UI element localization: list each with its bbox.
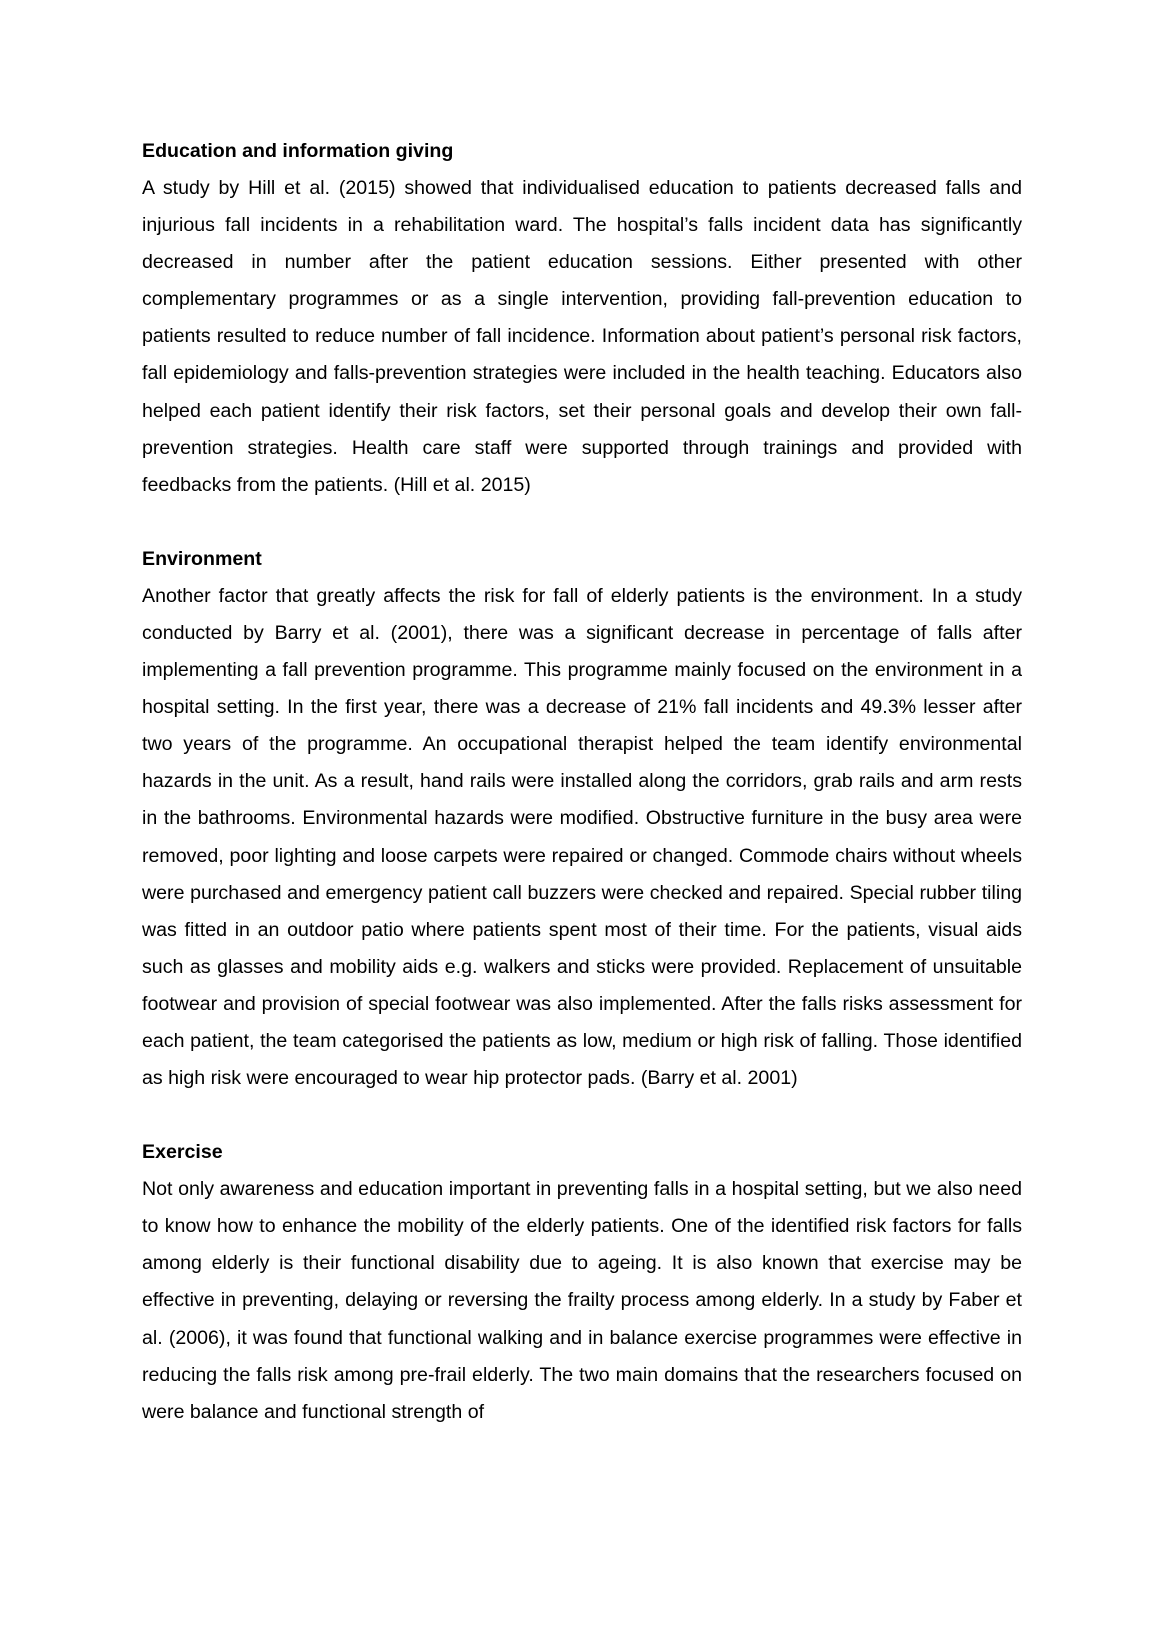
section-heading: Exercise [142, 1141, 223, 1164]
section-environment [142, 541, 1022, 1097]
section-paragraph: A study by Hill et al. (2015) showed that individualised education to patients decreased falls and injurious fall incidents in a rehabilitation ward. The hospital’s falls incident data has significantly decreased in number after the patient education sessions. Either presented with other complementary programmes or as a single intervention, providing fall-prevention education to patients resulted to reduce number of fall incidence. Information about patient’s personal risk factors, fall epidemiology and falls-prevention strategies were included in the health teaching. Educators also helped each patient identify their risk factors, set their personal goals and develop their own fall-prevention strategies. Health care staff were supported through trainings and provided with feedbacks from the patients. (Hill et al. 2015) [142, 177, 1022, 496]
section-exercise [142, 1134, 1022, 1431]
section-heading: Education and information giving [142, 140, 454, 162]
section-paragraph: Not only awareness and education important in preventing falls in a hospital setting, but we also need to know how to enhance the mobility of the elderly patients. One of the identified risk factors for falls among elderly is their functional disability due to ageing. It is also known that exercise may be effective in preventing, delaying or reversing the frailty process among elderly. In a study by Faber et al. (2006), it was found that functional walking and in balance exercise programmes were effective in reducing the falls risk among pre-frail elderly. The two main domains that the researchers focused on were balance and functional strength of [142, 1178, 1022, 1423]
section-heading: Environment [142, 547, 262, 570]
section-paragraph: Another factor that greatly affects the risk for fall of elderly patients is the environment. In a study conducted by Barry et al. (2001), there was a significant decrease in percentage of falls after implementing a fall prevention programme. This programme mainly focused on the environment in a hospital setting. In the first year, there was a decrease of 21% fall incidents and 49.3% lesser after two years of the programme. An occupational therapist helped the team identify environmental hazards in the unit. As a result, hand rails were installed along the corridors, grab rails and arm rests in the bathrooms. Environmental hazards were modified. Obstructive furniture in the busy area were removed, poor lighting and loose carpets were repaired or changed. Commode chairs without wheels were purchased and emergency patient call buzzers were checked and repaired. Special rubber tiling was fitted in an outdoor patio where patients spent most of their time. For the patients, visual aids such as glasses and mobility aids e.g. walkers and sticks were provided. Replacement of unsuitable footwear and provision of special footwear was also implemented. After the falls risks assessment for each patient, the team categorised the patients as low, medium or high risk of falling. Those identified as high risk were encouraged to wear hip protector pads. (Barry et al. 2001) [142, 584, 1022, 1090]
document-page [142, 133, 1022, 1468]
section-education [142, 133, 1022, 504]
